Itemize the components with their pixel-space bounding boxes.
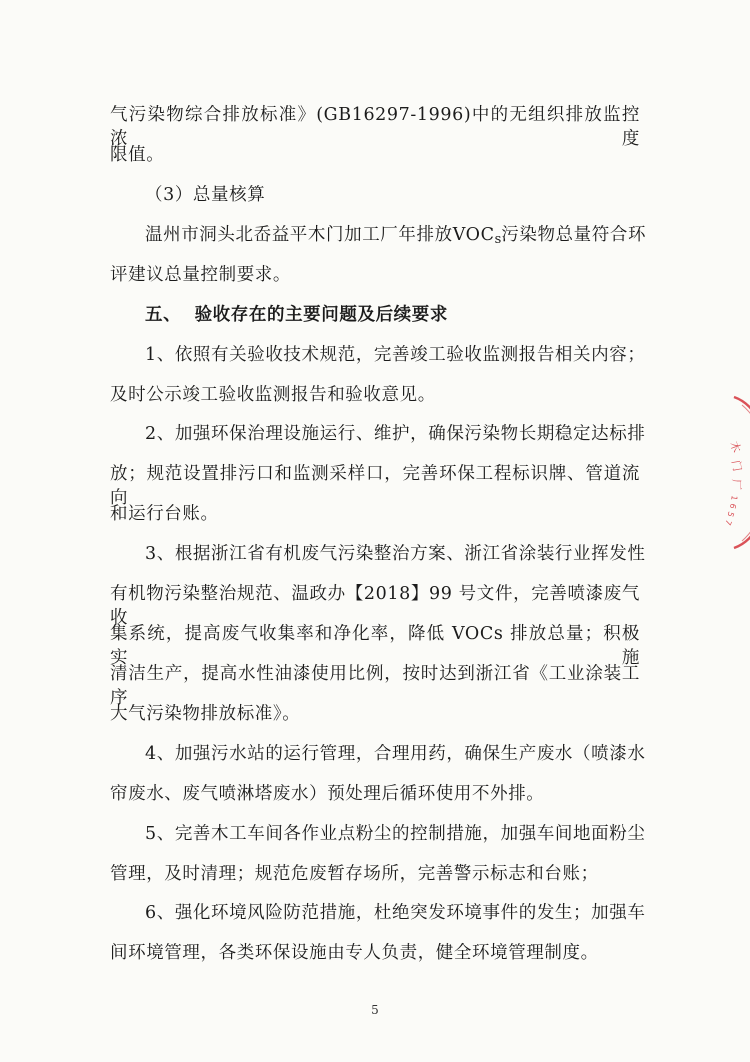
text-line: 集系统，提高废气收集率和净化率，降低 VOCs 排放总量；积极实施 — [110, 624, 640, 668]
text-line: 和运行台账。 — [110, 504, 219, 524]
svg-text:6: 6 — [727, 502, 738, 510]
svg-text:厂: 厂 — [730, 479, 743, 490]
text-line: 1、依照有关验收技术规范，完善竣工验收监测报告相关内容； — [145, 345, 646, 365]
text-line: 有机物污染整治规范、温政办【2018】99 号文件，完善喷漆废气收 — [110, 584, 640, 628]
svg-text:木: 木 — [727, 439, 744, 455]
text-line-inline: 温州市洞头北岙益平木门加工厂年排放$VOC_s$污染物总量符合环 — [145, 225, 647, 247]
text-line: 间环境管理，各类环保设施由专人负责，健全环境管理制度。 — [110, 943, 599, 963]
text-line: 3、根据浙江省有机废气污染整治方案、浙江省涂装行业挥发性 — [145, 544, 646, 564]
svg-text:7: 7 — [723, 518, 734, 527]
text-line: 帘废水、废气喷淋塔废水）预处理后循环使用不外排。 — [110, 784, 545, 804]
svg-text:5: 5 — [725, 510, 736, 519]
text-line: 4、加强污水站的运行管理，合理用药，确保生产废水（喷漆水 — [145, 744, 646, 764]
text-line: 气污染物综合排放标准》(GB16297-1996)中的无组织排放监控浓度 — [110, 105, 640, 149]
text-line: 管理，及时清理；规范危废暂存场所，完善警示标志和台账； — [110, 864, 599, 884]
text-line: 及时公示竣工验收监测报告和验收意见。 — [110, 385, 436, 405]
text-line: 6、强化环境风险防范措施，杜绝突发环境事件的发生；加强车 — [145, 903, 646, 923]
page-number: 5 — [371, 1003, 379, 1017]
text-line: 限值。 — [110, 145, 165, 165]
text-line: 清洁生产，提高水性油漆使用比例，按时达到浙江省《工业涂装工序 — [110, 664, 640, 708]
text-line: 2、加强环保治理设施运行、维护，确保污染物长期稳定达标排 — [145, 424, 646, 444]
svg-text:门: 门 — [729, 459, 744, 473]
text-line: 5、完善木工车间各作业点粉尘的控制措施，加强车间地面粉尘 — [145, 824, 646, 844]
text-line: 大气污染物排放标准》。 — [110, 704, 301, 724]
red-seal-stamp — [712, 395, 750, 550]
svg-text:1: 1 — [729, 494, 739, 502]
subsection-heading: （3）总量核算 — [145, 185, 266, 205]
text-line — [145, 223, 647, 252]
text-line: 评建议总量控制要求。 — [110, 265, 291, 285]
section-heading: 五、 验收存在的主要问题及后续要求 — [145, 305, 448, 325]
text-line: 放；规范设置排污口和监测采样口，完善环保工程标识牌、管道流向 — [110, 464, 640, 508]
